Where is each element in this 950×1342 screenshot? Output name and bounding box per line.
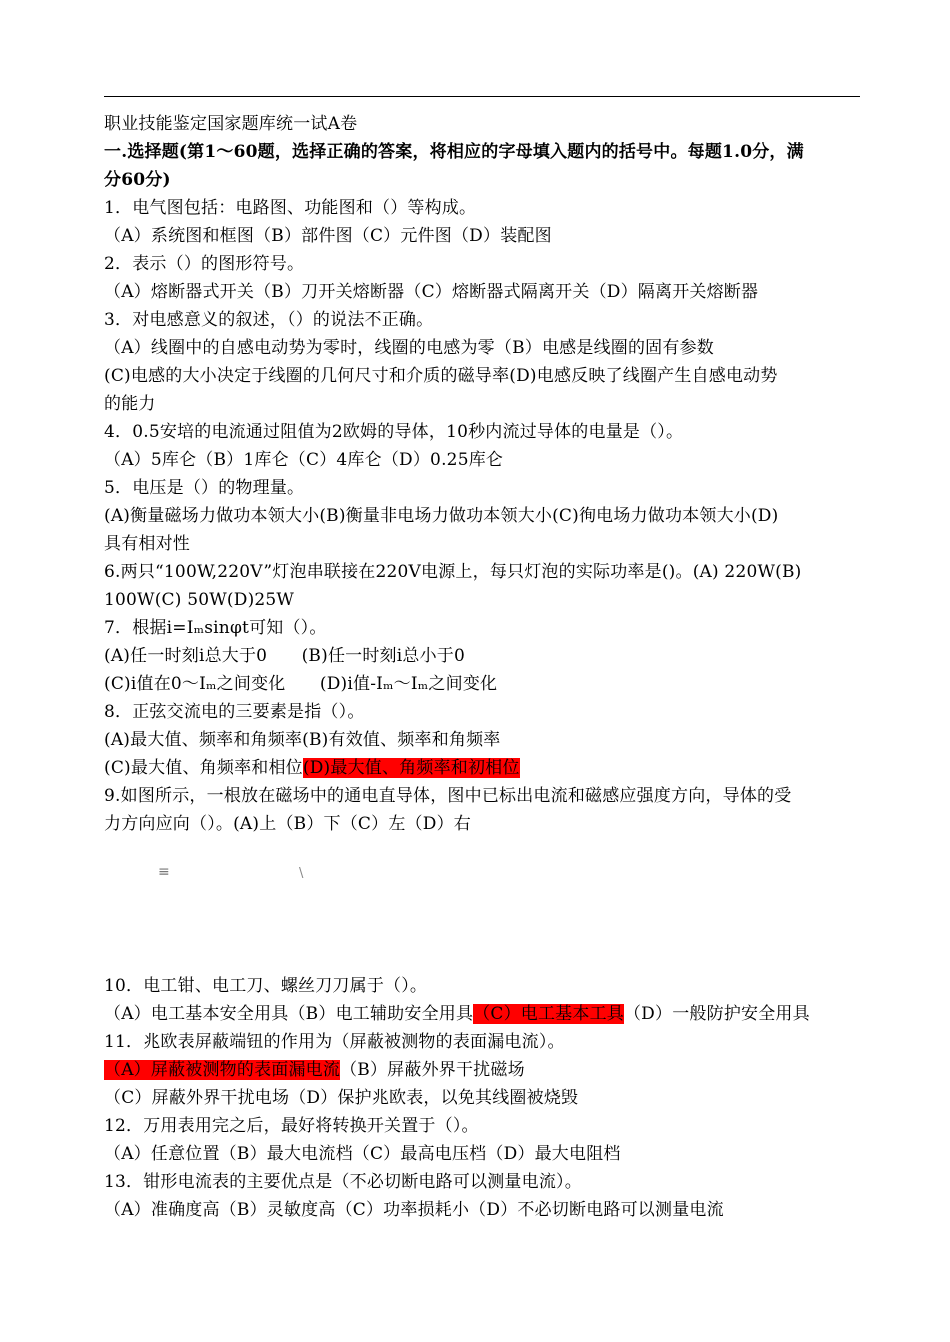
- question-9: 9.如图所示，一根放在磁场中的通电直导体，图中已标出电流和磁感应强度方向，导体的受: [104, 786, 792, 806]
- highlighted-answer: (D)最大值、角频率和初相位: [302, 758, 520, 778]
- question-6: 6.两只“100W,220V”灯泡串联接在220V电源上，每只灯泡的实际功率是()。(A) 220W(B): [104, 562, 802, 582]
- question-5: 5．电压是（）的物理量。: [104, 478, 305, 498]
- question-11-options: [104, 1056, 884, 1084]
- question-3-options-end: 的能力: [104, 394, 156, 414]
- question-11: 11．兆欧表屏蔽端钮的作用为（屏蔽被测物的表面漏电流）。: [104, 1032, 565, 1052]
- question-7-options: (A)任一时刻i总大于0 (B)任一时刻i总小于0: [104, 646, 466, 666]
- question-13: 13．钳形电流表的主要优点是（不必切断电路可以测量电流）。: [104, 1172, 582, 1192]
- highlighted-answer: （C）电工基本工具: [473, 1004, 624, 1024]
- question-2-options: （A）熔断器式开关（B）刀开关熔断器（C）熔断器式隔离开关（D）隔离开关熔断器: [104, 282, 759, 302]
- magnetic-field-figure: [158, 864, 308, 894]
- question-12: 12．万用表用完之后，最好将转换开关置于（）。: [104, 1116, 479, 1136]
- option-text: （A）电工基本安全用具（B）电工辅助安全用具: [104, 1004, 474, 1024]
- question-3: 3．对电感意义的叙述，（）的说法不正确。: [104, 310, 434, 330]
- question-7: 7．根据i=Iₘsinφt可知（）。: [104, 618, 327, 638]
- question-6-cont: 100W(C) 50W(D)25W: [104, 590, 295, 610]
- exam-title: 职业技能鉴定国家题库统一试A卷: [104, 114, 358, 134]
- option-text: （D）一般防护安全用具: [623, 1004, 810, 1024]
- question-8: 8．正弦交流电的三要素是指（）。: [104, 702, 365, 722]
- question-3-options-cont: (C)电感的大小决定于线圈的几何尺寸和介质的磁导率(D)电感反映了线圈产生自感电动势: [104, 366, 778, 386]
- question-2: 2．表示（）的图形符号。: [104, 254, 305, 274]
- question-8-options: (A)最大值、频率和角频率(B)有效值、频率和角频率: [104, 730, 501, 750]
- question-8-options-cont: [104, 754, 884, 782]
- figure-lines-icon: ≡: [158, 864, 170, 880]
- question-1-options: （A）系统图和框图（B）部件图（C）元件图（D）装配图: [104, 226, 552, 246]
- question-9-cont: 力方向应向（）。(A)上（B）下（C）左（D）右: [104, 814, 471, 834]
- question-11-options-cont: （C）屏蔽外界干扰电场（D）保护兆欧表，以免其线圈被烧毁: [104, 1088, 579, 1108]
- option-text: （B）屏蔽外界干扰磁场: [340, 1060, 525, 1080]
- section-heading: 一.选择题(第1～60题，选择正确的答案，将相应的字母填入题内的括号中。每题1.0分，满: [104, 142, 804, 162]
- option-text: (C)最大值、角频率和相位: [104, 758, 303, 778]
- section-heading-cont: 分60分): [104, 170, 171, 190]
- question-4: 4．0.5安培的电流通过阻值为2欧姆的导体，10秒内流过导体的电量是（）。: [104, 422, 684, 442]
- header-rule: [104, 96, 860, 97]
- question-10-options: [104, 1000, 884, 1028]
- question-1: 1．电气图包括：电路图、功能图和（）等构成。: [104, 198, 477, 218]
- question-7-options-cont: (C)i值在0～Iₘ之间变化 (D)i值-Iₘ～Iₘ之间变化: [104, 674, 498, 694]
- question-5-options: (A)衡量磁场力做功本领大小(B)衡量非电场力做功本领大小(C)徇电场力做功本领大小(D): [104, 506, 779, 526]
- question-4-options: （A）5库仑（B）1库仑（C）4库仑（D）0.25库仑: [104, 450, 504, 470]
- question-12-options: （A）任意位置（B）最大电流档（C）最高电压档（D）最大电阻档: [104, 1144, 621, 1164]
- question-3-options: （A）线圈中的自感电动势为零时，线圈的电感为零（B）电感是线圈的固有参数: [104, 338, 714, 358]
- figure-tick-mark: \: [299, 866, 304, 881]
- question-5-options-cont: 具有相对性: [104, 534, 190, 554]
- question-10: 10．电工钳、电工刀、螺丝刀刀属于（）。: [104, 976, 428, 996]
- highlighted-answer: （A）屏蔽被测物的表面漏电流: [104, 1060, 341, 1080]
- question-13-options: （A）准确度高（B）灵敏度高（C）功率损耗小（D）不必切断电路可以测量电流: [104, 1200, 724, 1220]
